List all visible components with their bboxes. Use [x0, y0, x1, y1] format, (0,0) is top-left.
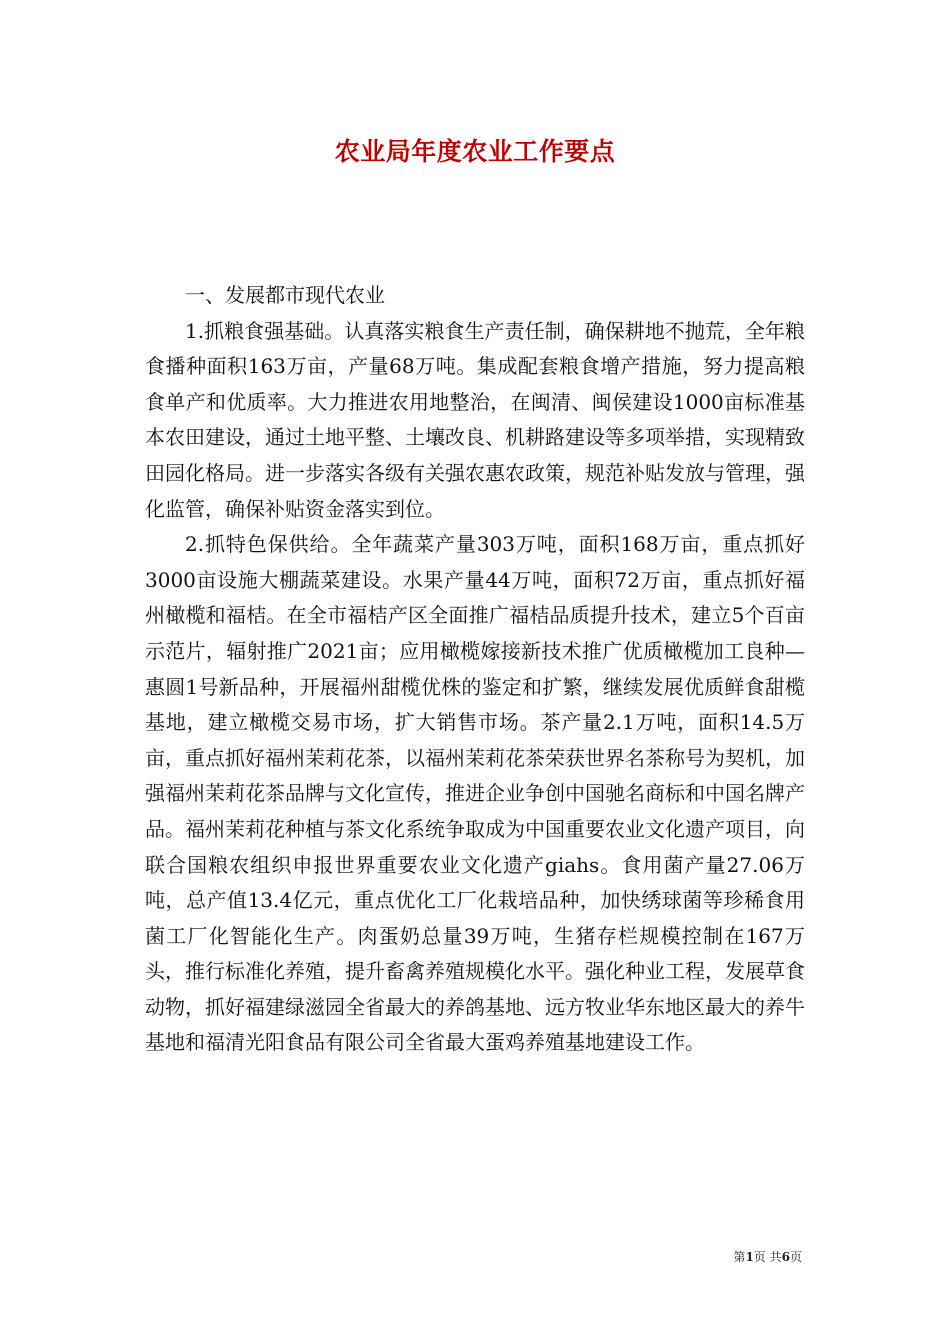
- footer-middle: 页 共: [753, 1250, 782, 1264]
- footer-current-page: 1: [745, 1250, 754, 1264]
- paragraph-grain: 1.抓粮食强基础。认真落实粮食生产责任制，确保耕地不抛荒，全年粮食播种面积163万亩，产量68万吨。集成配套粮食增产措施，努力提高粮食单产和优质率。大力推进农用地整治，在闽清、闽侯建设1000亩标准基本农田建设，通过土地平整、土壤改良、机耕路建设等多项举措，实现精致田园化格局。进一步落实各级有关强农惠农政策，规范补贴发放与管理，强化监管，确保补贴资金落实到位。: [145, 318, 805, 521]
- footer-total-pages: 6: [781, 1250, 790, 1264]
- paragraph-specialty: 2.抓特色保供给。全年蔬菜产量303万吨，面积168万亩，重点抓好3000亩设施大棚蔬菜建设。水果产量44万吨，面积72万亩，重点抓好福州橄榄和福桔。在全市福桔产区全面推广福桔品质提升技术，建立5个百亩示范片，辐射推广2021亩；应用橄榄嫁接新技术推广优质橄榄加工良种—惠圆1号新品种，开展福州甜榄优株的鉴定和扩繁，继续发展优质鲜食甜榄基地，建立橄榄交易市场，扩大销售市场。茶产量2.1万吨，面积14.5万亩，重点抓好福州茉莉花茶，以福州茉莉花茶荣获世界名茶称号为契机，加强福州茉莉花茶品牌与文化宣传，推进企业争创中国驰名商标和中国名牌产品。福州茉莉花种植与茶文化系统争取成为中国重要农业文化遗产项目，向联合国粮农组织申报世界重要农业文化遗产giahs。食用菌产量27.06万吨，总产值13.4亿元，重点优化工厂化栽培品种，加快绣球菌等珍稀食用菌工厂化智能化生产。肉蛋奶总量39万吨，生猪存栏规模控制在167万头，推行标准化养殖，提升畜禽养殖规模化水平。强化种业工程，发展草食动物，抓好福建绿滋园全省最大的养鸽基地、远方牧业华东地区最大的养牛基地和福清光阳食品有限公司全省最大蛋鸡养殖基地建设工作。: [145, 532, 805, 1055]
- document-title: 农业局年度农业工作要点: [334, 137, 616, 166]
- footer-prefix: 第: [733, 1250, 746, 1264]
- footer-suffix: 页: [789, 1250, 802, 1264]
- page-footer: [733, 1248, 802, 1265]
- section-heading: 一、发展都市现代农业: [185, 283, 385, 307]
- document-body: [145, 278, 805, 1061]
